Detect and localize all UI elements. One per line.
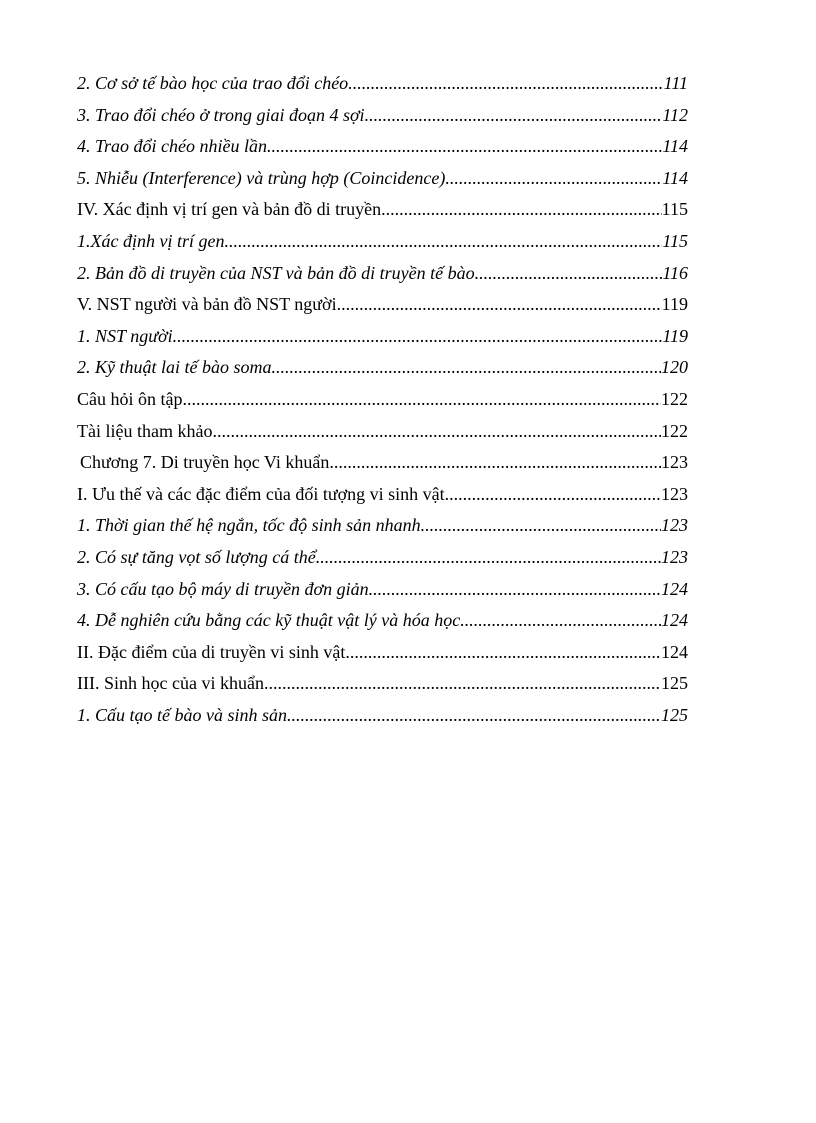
toc-entry-page: 125 (661, 673, 688, 694)
toc-entry-title: 5. Nhiễu (Interference) và trùng hợp (Coincidence) (77, 167, 446, 188)
toc-entry[interactable] (77, 194, 688, 226)
toc-entry-page: 111 (663, 73, 688, 93)
toc-entry-title: IV. Xác định vị trí gen và bản đồ di truyền (77, 199, 382, 220)
toc-entry[interactable] (77, 700, 688, 732)
dot-leader (212, 416, 661, 448)
toc-entry-title: II. Đặc điểm của di truyền vi sinh vật (77, 641, 346, 662)
toc-entry-page: 123 (661, 452, 688, 473)
toc-entry-page: 114 (662, 167, 688, 188)
dot-leader (183, 384, 662, 416)
toc-entry[interactable] (77, 416, 688, 448)
dot-leader (316, 542, 661, 574)
toc-entry-title: III. Sinh học của vi khuẩn (77, 673, 264, 694)
toc-entry[interactable] (77, 668, 688, 700)
toc-entry-page: 115 (661, 199, 688, 220)
dot-leader (369, 574, 661, 606)
dot-leader (345, 637, 661, 669)
toc-entry-page: 115 (662, 230, 688, 251)
toc-entry-title: 2. Kỹ thuật lai tế bào soma (77, 357, 272, 378)
dot-leader (264, 668, 661, 700)
toc-entry-page: 119 (662, 325, 688, 346)
toc-entry[interactable] (77, 289, 688, 321)
toc-entry-page: 119 (661, 294, 688, 315)
toc-entry[interactable] (77, 321, 688, 353)
dot-leader (475, 258, 663, 290)
toc-entry[interactable] (77, 637, 688, 669)
toc-entry[interactable] (77, 447, 688, 479)
toc-entry[interactable] (77, 131, 688, 163)
toc-entry-title: 2. Cơ sở tế bào học của trao đổi chéo (77, 73, 349, 93)
toc-entry-title: 3. Có cấu tạo bộ máy di truyền đơn giản (77, 578, 369, 599)
dot-leader (224, 226, 662, 258)
dot-leader (445, 479, 661, 511)
dot-leader (287, 700, 661, 732)
dot-leader (329, 447, 661, 479)
toc-entry-page: 120 (661, 357, 688, 378)
toc-entry-title: 4. Dễ nghiên cứu bằng các kỹ thuật vật lý và hóa học (77, 610, 461, 631)
toc-entry-title: 1. Cấu tạo tế bào và sinh sản (77, 704, 287, 725)
toc-entry-page: 123 (661, 546, 688, 567)
toc-entry-title: Tài liệu tham khảo (77, 420, 213, 441)
toc-entry[interactable] (77, 100, 688, 132)
toc-entry[interactable] (77, 574, 688, 606)
table-of-contents (77, 68, 688, 731)
toc-entry[interactable] (77, 384, 688, 416)
toc-entry-title: 3. Trao đổi chéo ở trong giai đoạn 4 sợi (77, 104, 365, 125)
toc-entry[interactable] (77, 479, 688, 511)
toc-entry[interactable] (77, 226, 688, 258)
toc-entry-page: 123 (661, 515, 688, 536)
toc-entry[interactable] (77, 542, 688, 574)
toc-entry[interactable] (77, 352, 688, 384)
toc-entry-title: 1. NST người (77, 325, 173, 346)
dot-leader (381, 194, 662, 226)
toc-entry-title: I. Ưu thế và các đặc điểm của đối tượng vi sinh vật (77, 483, 445, 504)
dot-leader (173, 321, 663, 353)
toc-entry[interactable] (77, 258, 688, 290)
toc-entry-page: 114 (662, 136, 688, 157)
toc-entry-page: 124 (661, 641, 688, 662)
dot-leader (267, 131, 662, 163)
dot-leader (365, 100, 663, 132)
toc-entry[interactable] (77, 163, 688, 195)
dot-leader (460, 605, 661, 637)
toc-entry-page: 124 (661, 578, 688, 599)
dot-leader (421, 510, 661, 542)
toc-entry-page: 112 (662, 104, 688, 125)
toc-entry-page: 123 (661, 483, 688, 504)
dot-leader (337, 289, 662, 321)
toc-entry-title: 1.Xác định vị trí gen (77, 230, 225, 251)
toc-entry[interactable] (77, 605, 688, 637)
dot-leader (348, 68, 663, 100)
toc-entry-page: 116 (662, 262, 688, 283)
dot-leader (445, 163, 662, 195)
toc-entry-page: 122 (661, 388, 688, 409)
toc-entry-title: V. NST người và bản đồ NST người (77, 294, 337, 315)
toc-entry-title: Câu hỏi ôn tập (77, 388, 183, 409)
toc-entry[interactable] (77, 510, 688, 542)
toc-entry-title: 1. Thời gian thế hệ ngắn, tốc độ sinh sản nhanh (77, 515, 421, 536)
toc-entry[interactable] (77, 68, 688, 100)
dot-leader (272, 352, 662, 384)
toc-entry-title: 4. Trao đổi chéo nhiều lần (77, 136, 267, 157)
toc-entry-page: 122 (661, 420, 688, 441)
toc-entry-page: 125 (661, 704, 688, 725)
toc-entry-page: 124 (661, 610, 688, 631)
toc-entry-title: 2. Bản đồ di truyền của NST và bản đồ di truyền tế bào (77, 262, 475, 283)
toc-entry-title: 2. Có sự tăng vọt số lượng cá thể (77, 546, 316, 567)
toc-entry-title: Chương 7. Di truyền học Vi khuẩn (80, 452, 330, 473)
